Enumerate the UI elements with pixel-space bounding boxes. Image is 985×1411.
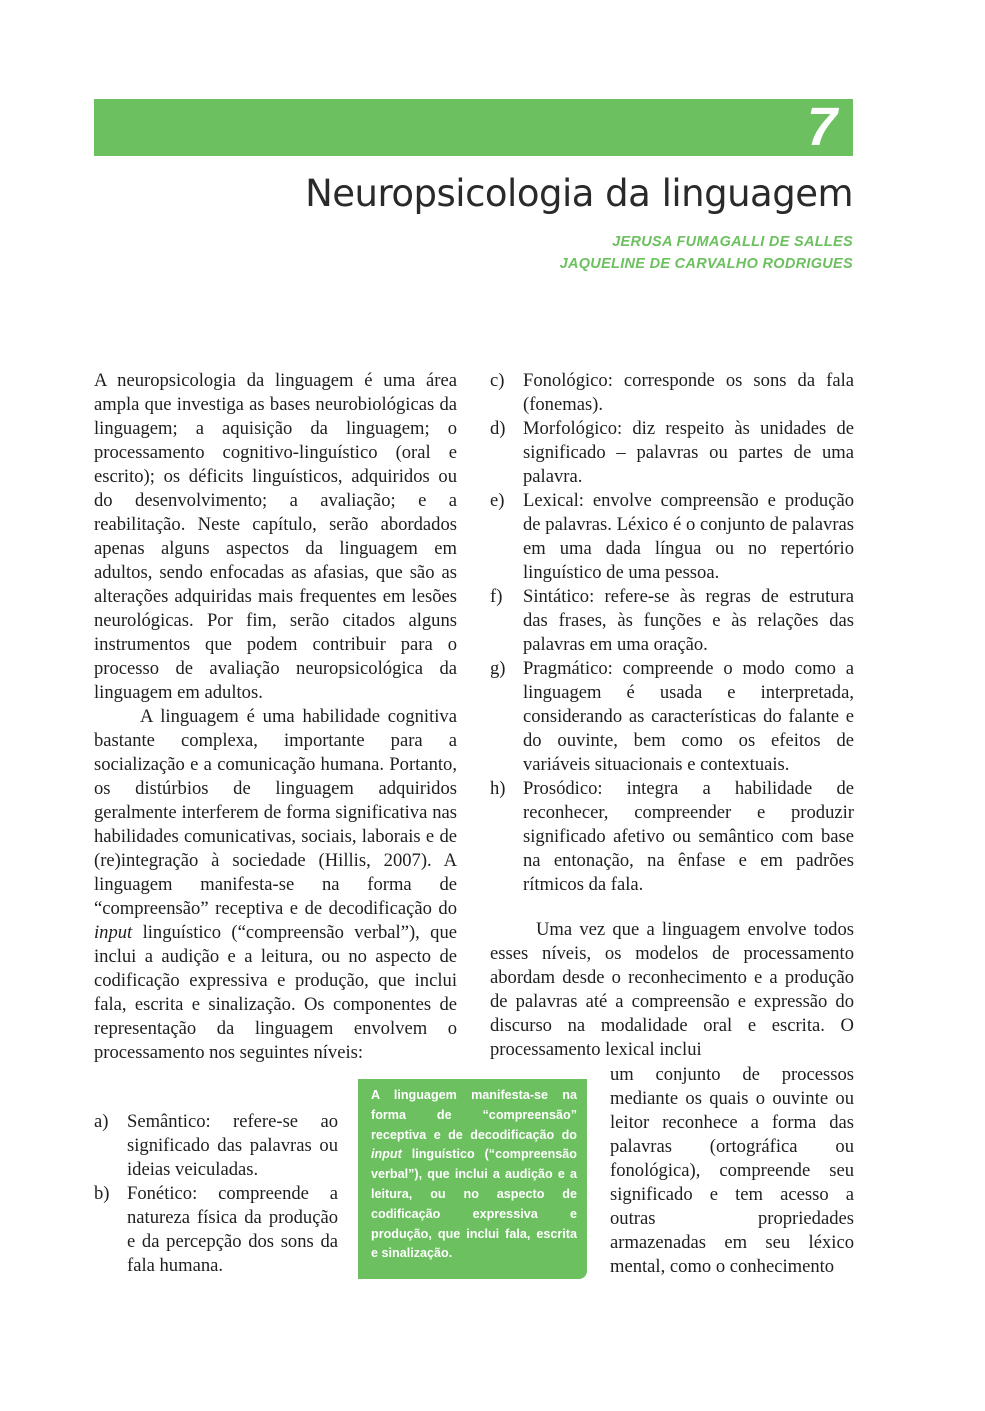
pull-quote — [358, 1079, 587, 1279]
left-column — [94, 369, 457, 1065]
list-item: f) Sintático: refere-se às regras de estruturа das frases, às funções e às relações das palavras em uma oração. — [490, 586, 854, 655]
intro-paragraph: A neuropsicologia da linguagem é uma área ampla que investiga as bases neurobiológicas da linguagem; a aquisição da linguagem; o processamento cognitivo-linguístico (oral e escrito); os déficits linguísticos, adquiridos ou do desenvolvimento; a avaliação; e a reabilitação. Neste capítulo, serão abordados apenas alguns aspectos da linguagem em adultos, sendo enfocadas as afasias, que são as alterações adquiridas mais frequentes em lesões neurológicas. Por fim, serão citados alguns instrumentos que podem contribuir para o processo de avaliação neuropsicológica da linguagem em adultos. — [94, 370, 457, 703]
right-column — [490, 369, 854, 897]
chapter-number: 7 — [806, 97, 837, 157]
language-paragraph: A linguagem é uma habilidade cognitiva bastante complexa, importante para a socialização e a comunicação humana. Portanto, os distúrbios de linguagem adquiridos geralmente interferem de forma significativa nas habilidades comunicativas, sociais, laborais e de (re)integração à sociedade (Hillis, 2007). A linguagem manifesta-se na forma de “compreensão” receptiva e de decodificação do input linguístico (“compreensão verbal”), que inclui a audição e a leitura, ou no aspecto de codificação expressiva e produção, que inclui fala, escrita e sinalização. Os componentes de representação da linguagem envolvem o processamento nos seguintes níveis: — [94, 706, 457, 1063]
list-item: a) Semântico: refere-se ao significado das palavras ou ideias veiculadas. — [94, 1111, 338, 1180]
list-item: b) Fonético: compreende a natureza física da produção e da percepção dos sons da fala humana. — [94, 1183, 338, 1276]
chapter-title: Neuropsicologia da linguagem — [305, 172, 853, 215]
author-2: JAQUELINE DE CARVALHO RODRIGUES — [559, 256, 853, 272]
list-item: c) Fonológico: corresponde os sons da fala (fonemas). — [490, 370, 854, 415]
author-1: JERUSA FUMAGALLI DE SALLES — [612, 234, 853, 250]
list-item: d) Morfológico: diz respeito às unidades de significado – palavras ou partes de uma palavra. — [490, 418, 854, 487]
chapter-banner — [94, 99, 853, 156]
pull-quote-text: A linguagem manifesta-se na forma de “compreensão” receptiva e de decodificação do input linguístico (“compreensão verbal”), que inclui a audição e a leitura, ou no aspecto de codificação expressiva e produção, que inclui fala, escrita e sinalização. — [371, 1088, 577, 1261]
list-item: h) Prosódico: integra a habilidade de reconhecer, compreender e produzir significado afetivo ou semântico com base na entonação, na ênfase e em padrões rítmicos da fala. — [490, 778, 854, 895]
list-item: g) Pragmático: compreende o modo como a linguagem é usada e interpretada, considerando as características do falante e do ouvinte, bem como os efeitos de variáveis situacionais e contextuais. — [490, 658, 854, 775]
levels-list-left — [94, 1110, 338, 1278]
list-item: e) Lexical: envolve compreensão e produção de palavras. Léxico é o conjunto de palavras em uma dada língua ou no repertório linguístico de uma pessoa. — [490, 490, 854, 583]
processing-paragraph: Uma vez que a linguagem envolve todos esses níveis, os modelos de processamento abordam desde o reconhecimento e a produção de palavras até a compreensão e expressão do discurso na modalidade oral e escrita. O processamento lexical inclui — [490, 919, 854, 1060]
processing-paragraph-continued: um conjunto de processos mediante os quais o ouvinte ou leitor reconhece a forma das palavras (ortográfica ou fonológica), compreende seu significado e tem acesso a outras propriedades armazenadas em seu léxico mental, como o conhecimento — [610, 1064, 854, 1277]
levels-list-right — [490, 369, 854, 897]
